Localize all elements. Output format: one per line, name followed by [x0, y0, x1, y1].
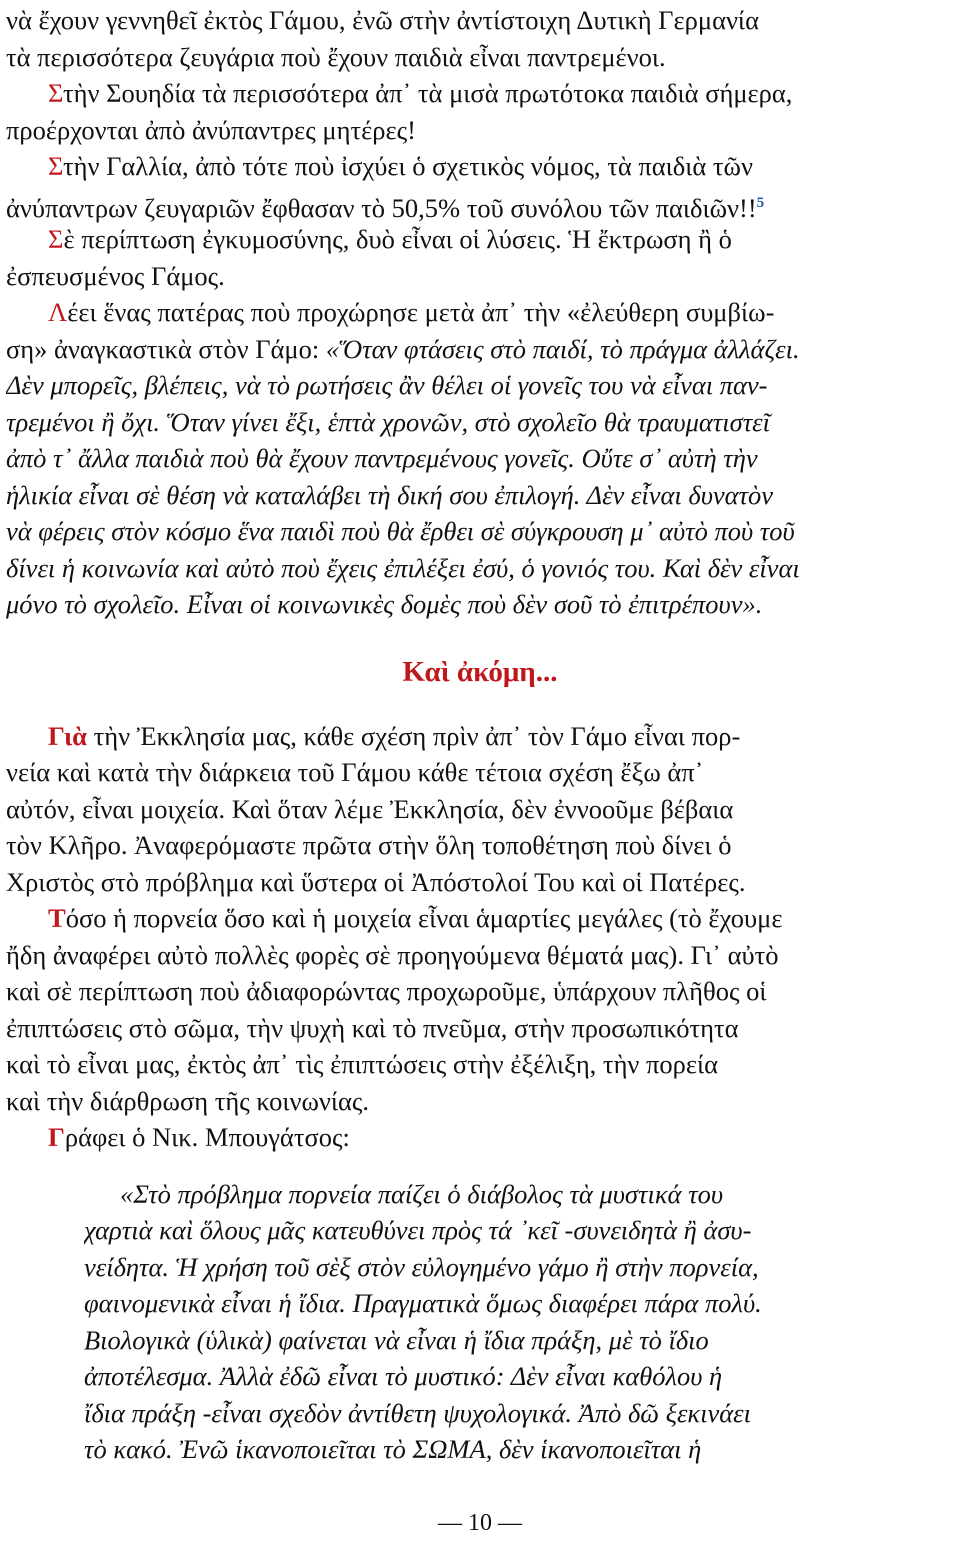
text-line: ἐσπευσμένος Γάμος.	[6, 261, 225, 291]
paragraph-first-line: Στὴν Γαλλία, ἀπὸ τότε ποὺ ἰσχύει ὁ σχετικὸς νόμος, τὰ παιδιὰ τῶν	[48, 151, 753, 181]
italic-line: δίνει ἡ κοινωνία καὶ αὐτὸ ποὺ ἔχεις ἐπιλέξει ἐσύ, ὁ γονιός του. Καὶ δὲν εἶναι	[6, 553, 800, 583]
text-line: Χριστὸς στὸ πρόβλημα καὶ ὕστερα οἱ Ἀπόστολοί Του καὶ οἱ Πατέρες.	[6, 867, 746, 897]
text-line: ση» ἀναγκαστικὰ στὸν Γάμο: «Ὅταν φτάσεις στὸ παιδί, τὸ πράγμα ἀλλάζει.	[6, 334, 800, 364]
text-line: καὶ σὲ περίπτωση ποὺ ἀδιαφορώντας προχωροῦμε, ὑπάρχουν πλῆθος οἱ	[6, 976, 767, 1006]
paragraph-first-line: Γιὰ τὴν Ἐκκλησία μας, κάθε σχέση πρὶν ἀπ᾽ τὸν Γάμο εἶναι πορ-	[48, 721, 741, 751]
section-heading: Καὶ ἀκόμη...	[402, 656, 558, 688]
italic-line: ἀπὸ τ᾽ ἄλλα παιδιὰ ποὺ θὰ ἔχουν παντρεμένους γονεῖς. Οὔτε σ᾽ αὐτὴ τὴν	[6, 443, 758, 473]
italic-line: νὰ φέρεις στὸν κόσμο ἕνα παιδὶ ποὺ θὰ ἔρθει σὲ σύγκρουση μ᾽ αὐτὸ ποὺ τοῦ	[6, 516, 795, 546]
drop-initial: Σ	[48, 151, 63, 181]
paragraph-first-line: Γράφει ὁ Νικ. Μπουγάτσος:	[48, 1122, 350, 1152]
text-line: καὶ τὴν διάρθρωση τῆς κοινωνίας.	[6, 1086, 370, 1116]
quote-line: ἴδια πράξη -εἶναι σχεδὸν ἀντίθετη ψυχολογικά. Ἀπὸ δῶ ξεκινάει	[84, 1398, 751, 1428]
drop-initial: Γιὰ	[48, 721, 87, 751]
drop-initial: Τ	[48, 903, 66, 933]
quote-line: τὸ κακό. Ἐνῶ ἱκανοποιεῖται τὸ ΣΩΜΑ, δὲν ἱκανοποιεῖται ἡ	[84, 1434, 702, 1464]
text-line: ἤδη ἀναφέρει αὐτὸ πολλὲς φορὲς σὲ προηγούμενα θέματά μας). Γι᾽ αὐτὸ	[6, 940, 779, 970]
quote-line: φαινομενικὰ εἶναι ἡ ἴδια. Πραγματικὰ ὅμως διαφέρει πάρα πολύ.	[84, 1288, 762, 1318]
paragraph-first-line: Τόσο ἡ πορνεία ὅσο καὶ ἡ μοιχεία εἶναι ἁμαρτίες μεγάλες (τὸ ἔχουμε	[48, 903, 783, 933]
italic-line: μόνο τὸ σχολεῖο. Εἶναι οἱ κοινωνικὲς δομὲς ποὺ δὲν σοῦ τὸ ἐπιτρέπουν».	[6, 589, 763, 619]
text-line: αὐτόν, εἶναι μοιχεία. Καὶ ὅταν λέμε Ἐκκλησία, δὲν ἐννοοῦμε βέβαια	[6, 794, 734, 824]
text-line: ἀνύπαντρων ζευγαριῶν ἔφθασαν τὸ 50,5% τοῦ συνόλου τῶν παιδιῶν!!$^5$	[6, 192, 765, 223]
italic-line: Δὲν μπορεῖς, βλέπεις, νὰ τὸ ρωτήσεις ἂν θέλει οἱ γονεῖς του νὰ εἶναι παν-	[6, 370, 768, 400]
text-line: τὸν Κλῆρο. Ἀναφερόμαστε πρῶτα στὴν ὅλη τοποθέτηση ποὺ δίνει ὁ	[6, 830, 732, 860]
text-line: τὰ περισσότερα ζευγάρια ποὺ ἔχουν παιδιὰ εἶναι παντρεμένοι.	[6, 42, 666, 72]
drop-initial: Σ	[48, 224, 64, 254]
quote-line: Βιολογικὰ (ὑλικὰ) φαίνεται νὰ εἶναι ἡ ἴδια πράξη, μὲ τὸ ἴδιο	[84, 1325, 709, 1355]
text-line: νεία καὶ κατὰ τὴν διάρκεια τοῦ Γάμου κάθε τέτοια σχέση ἔξω ἀπ᾽	[6, 757, 704, 787]
drop-initial: Γ	[48, 1122, 65, 1152]
quote-line: «Στὸ πρόβλημα πορνεία παίζει ὁ διάβολος τὰ μυστικά του	[120, 1179, 723, 1209]
footnote-marker[interactable]: 5	[756, 195, 765, 211]
drop-initial: Σ	[48, 78, 63, 108]
quote-line: ἀποτέλεσμα. Ἀλλὰ ἐδῶ εἶναι τὸ μυστικό: Δὲν εἶναι καθόλου ἡ	[84, 1361, 723, 1391]
paragraph-first-line: Σὲ περίπτωση ἐγκυμοσύνης, δυὸ εἶναι οἱ λύσεις. Ἡ ἔκτρωση ἢ ὁ	[48, 224, 732, 254]
text-line: προέρχονται ἀπὸ ἀνύπαντρες μητέρες!	[6, 115, 416, 145]
text-line: ἐπιπτώσεις στὸ σῶμα, τὴν ψυχὴ καὶ τὸ πνεῦμα, στὴν προσωπικότητα	[6, 1013, 739, 1043]
text-line: καὶ τὸ εἶναι μας, ἐκτὸς ἀπ᾽ τὶς ἐπιπτώσεις στὴν ἐξέλιξη, τὴν πορεία	[6, 1049, 719, 1079]
paragraph-first-line: Λέει ἕνας πατέρας ποὺ προχώρησε μετὰ ἀπ᾽ τὴν «ἐλεύθερη συμβίω-	[48, 297, 775, 327]
paragraph-first-line: Στὴν Σουηδία τὰ περισσότερα ἀπ᾽ τὰ μισὰ πρωτότοκα παιδιὰ σήμερα,	[48, 78, 793, 108]
quote-line: χαρτιὰ καὶ ὅλους μᾶς κατευθύνει πρὸς τά ᾽κεῖ -συνειδητὰ ἢ ἀσυ-	[84, 1215, 752, 1245]
italic-line: τρεμένοι ἢ ὄχι. Ὅταν γίνει ἔξι, ἑπτὰ χρονῶν, στὸ σχολεῖο θὰ τραυματιστεῖ	[6, 407, 770, 437]
quote-line: νείδητα. Ἡ χρήση τοῦ σὲξ στὸν εὐλογημένο γάμο ἢ στὴν πορνεία,	[84, 1252, 759, 1282]
page-number: — 10 —	[438, 1510, 522, 1536]
text-line: νὰ ἔχουν γεννηθεῖ ἐκτὸς Γάμου, ἐνῶ στὴν ἀντίστοιχη Δυτικὴ Γερμανία	[6, 5, 759, 35]
italic-line: ἡλικία εἶναι σὲ θέση νὰ καταλάβει τὴ δική σου ἐπιλογή. Δὲν εἶναι δυνατὸν	[6, 480, 774, 510]
drop-initial: Λ	[48, 297, 68, 327]
